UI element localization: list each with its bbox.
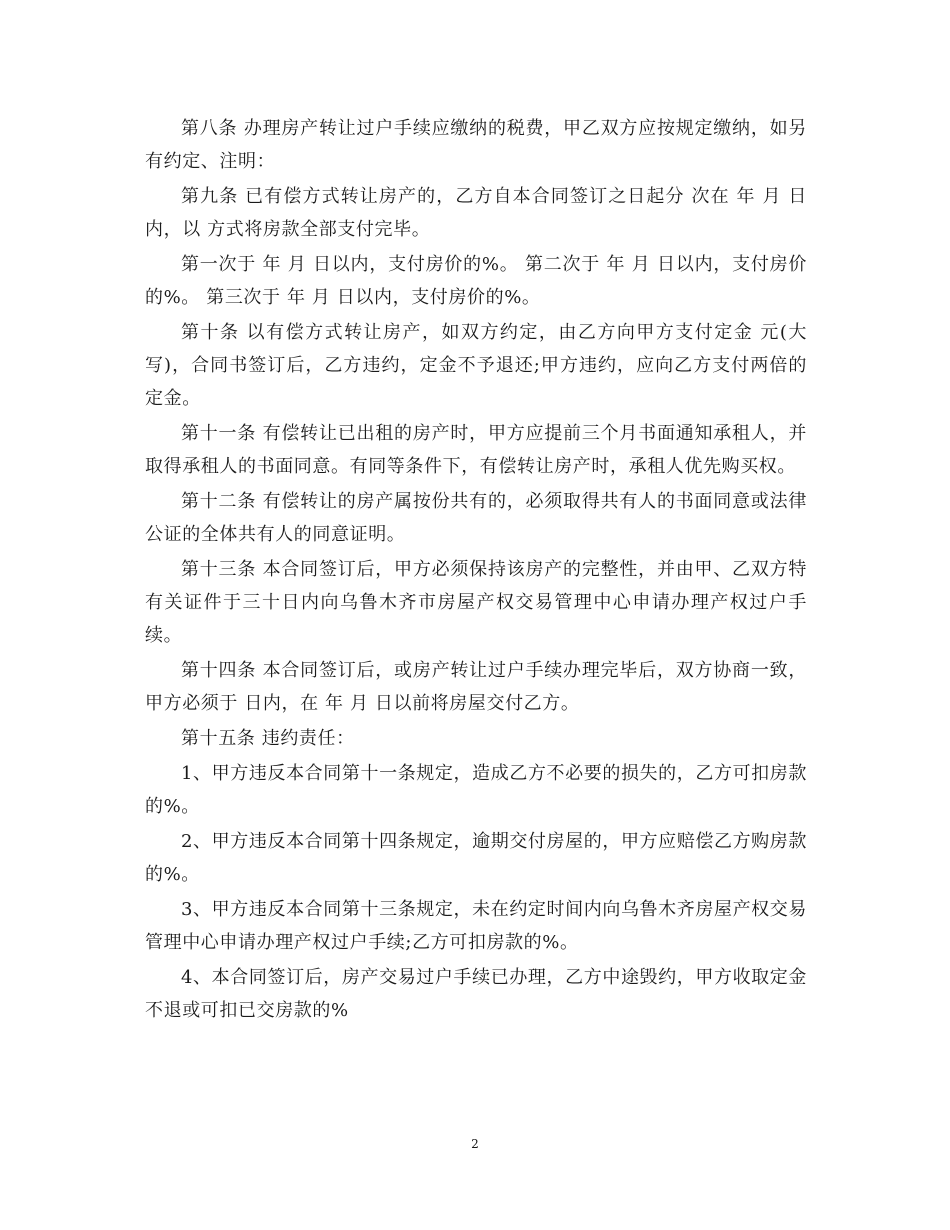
paragraph-article-9: 第九条 已有偿方式转让房产的，乙方自本合同签订之日起分 次在 年 月 日内，以 方式将房款全部支付完毕。 xyxy=(145,186,807,240)
document-body xyxy=(145,112,807,1029)
paragraph-article-12: 第十二条 有偿转让的房产属按份共有的，必须取得共有人的书面同意或法律公证的全体共有人的同意证明。 xyxy=(145,491,807,545)
paragraph-article-15-heading: 第十五条 违约责任： xyxy=(181,728,355,749)
paragraph-liability-2: 2、甲方违反本合同第十四条规定，逾期交付房屋的，甲方应赔偿乙方购房款的%。 xyxy=(145,831,807,885)
paragraph-article-10: 第十条 以有偿方式转让房产，如双方约定，由乙方向甲方支付定金 元(大写)，合同书签订后，乙方违约，定金不予退还;甲方违约，应向乙方支付两倍的定金。 xyxy=(145,322,807,409)
paragraph-payment-schedule: 第一次于 年 月 日以内，支付房价的%。 第二次于 年 月 日以内，支付房价的%。 第三次于 年 月 日以内，支付房价的%。 xyxy=(145,254,807,308)
page-number: 2 xyxy=(471,1137,479,1151)
paragraph-liability-3: 3、甲方违反本合同第十三条规定，未在约定时间内向乌鲁木齐房屋产权交易管理中心申请办理产权过户手续;乙方可扣房款的%。 xyxy=(145,899,807,953)
paragraph-liability-1: 1、甲方违反本合同第十一条规定，造成乙方不必要的损失的，乙方可扣房款的%。 xyxy=(145,763,807,817)
paragraph-article-11: 第十一条 有偿转让已出租的房产时，甲方应提前三个月书面通知承租人，并取得承租人的书面同意。有同等条件下，有偿转让房产时，承租人优先购买权。 xyxy=(145,423,807,477)
paragraph-article-8: 第八条 办理房产转让过户手续应缴纳的税费，甲乙双方应按规定缴纳，如另有约定、注明： xyxy=(145,118,807,172)
paragraph-liability-4: 4、本合同签订后，房产交易过户手续已办理，乙方中途毁约，甲方收取定金不退或可扣已交房款的% xyxy=(145,967,807,1021)
paragraph-article-14: 第十四条 本合同签订后，或房产转让过户手续办理完毕后，双方协商一致，甲方必须于 日内，在 年 月 日以前将房屋交付乙方。 xyxy=(145,660,807,714)
paragraph-article-13: 第十三条 本合同签订后，甲方必须保持该房产的完整性，并由甲、乙双方特有关证件于三十日内向乌鲁木齐市房屋产权交易管理中心申请办理产权过户手续。 xyxy=(145,559,807,646)
